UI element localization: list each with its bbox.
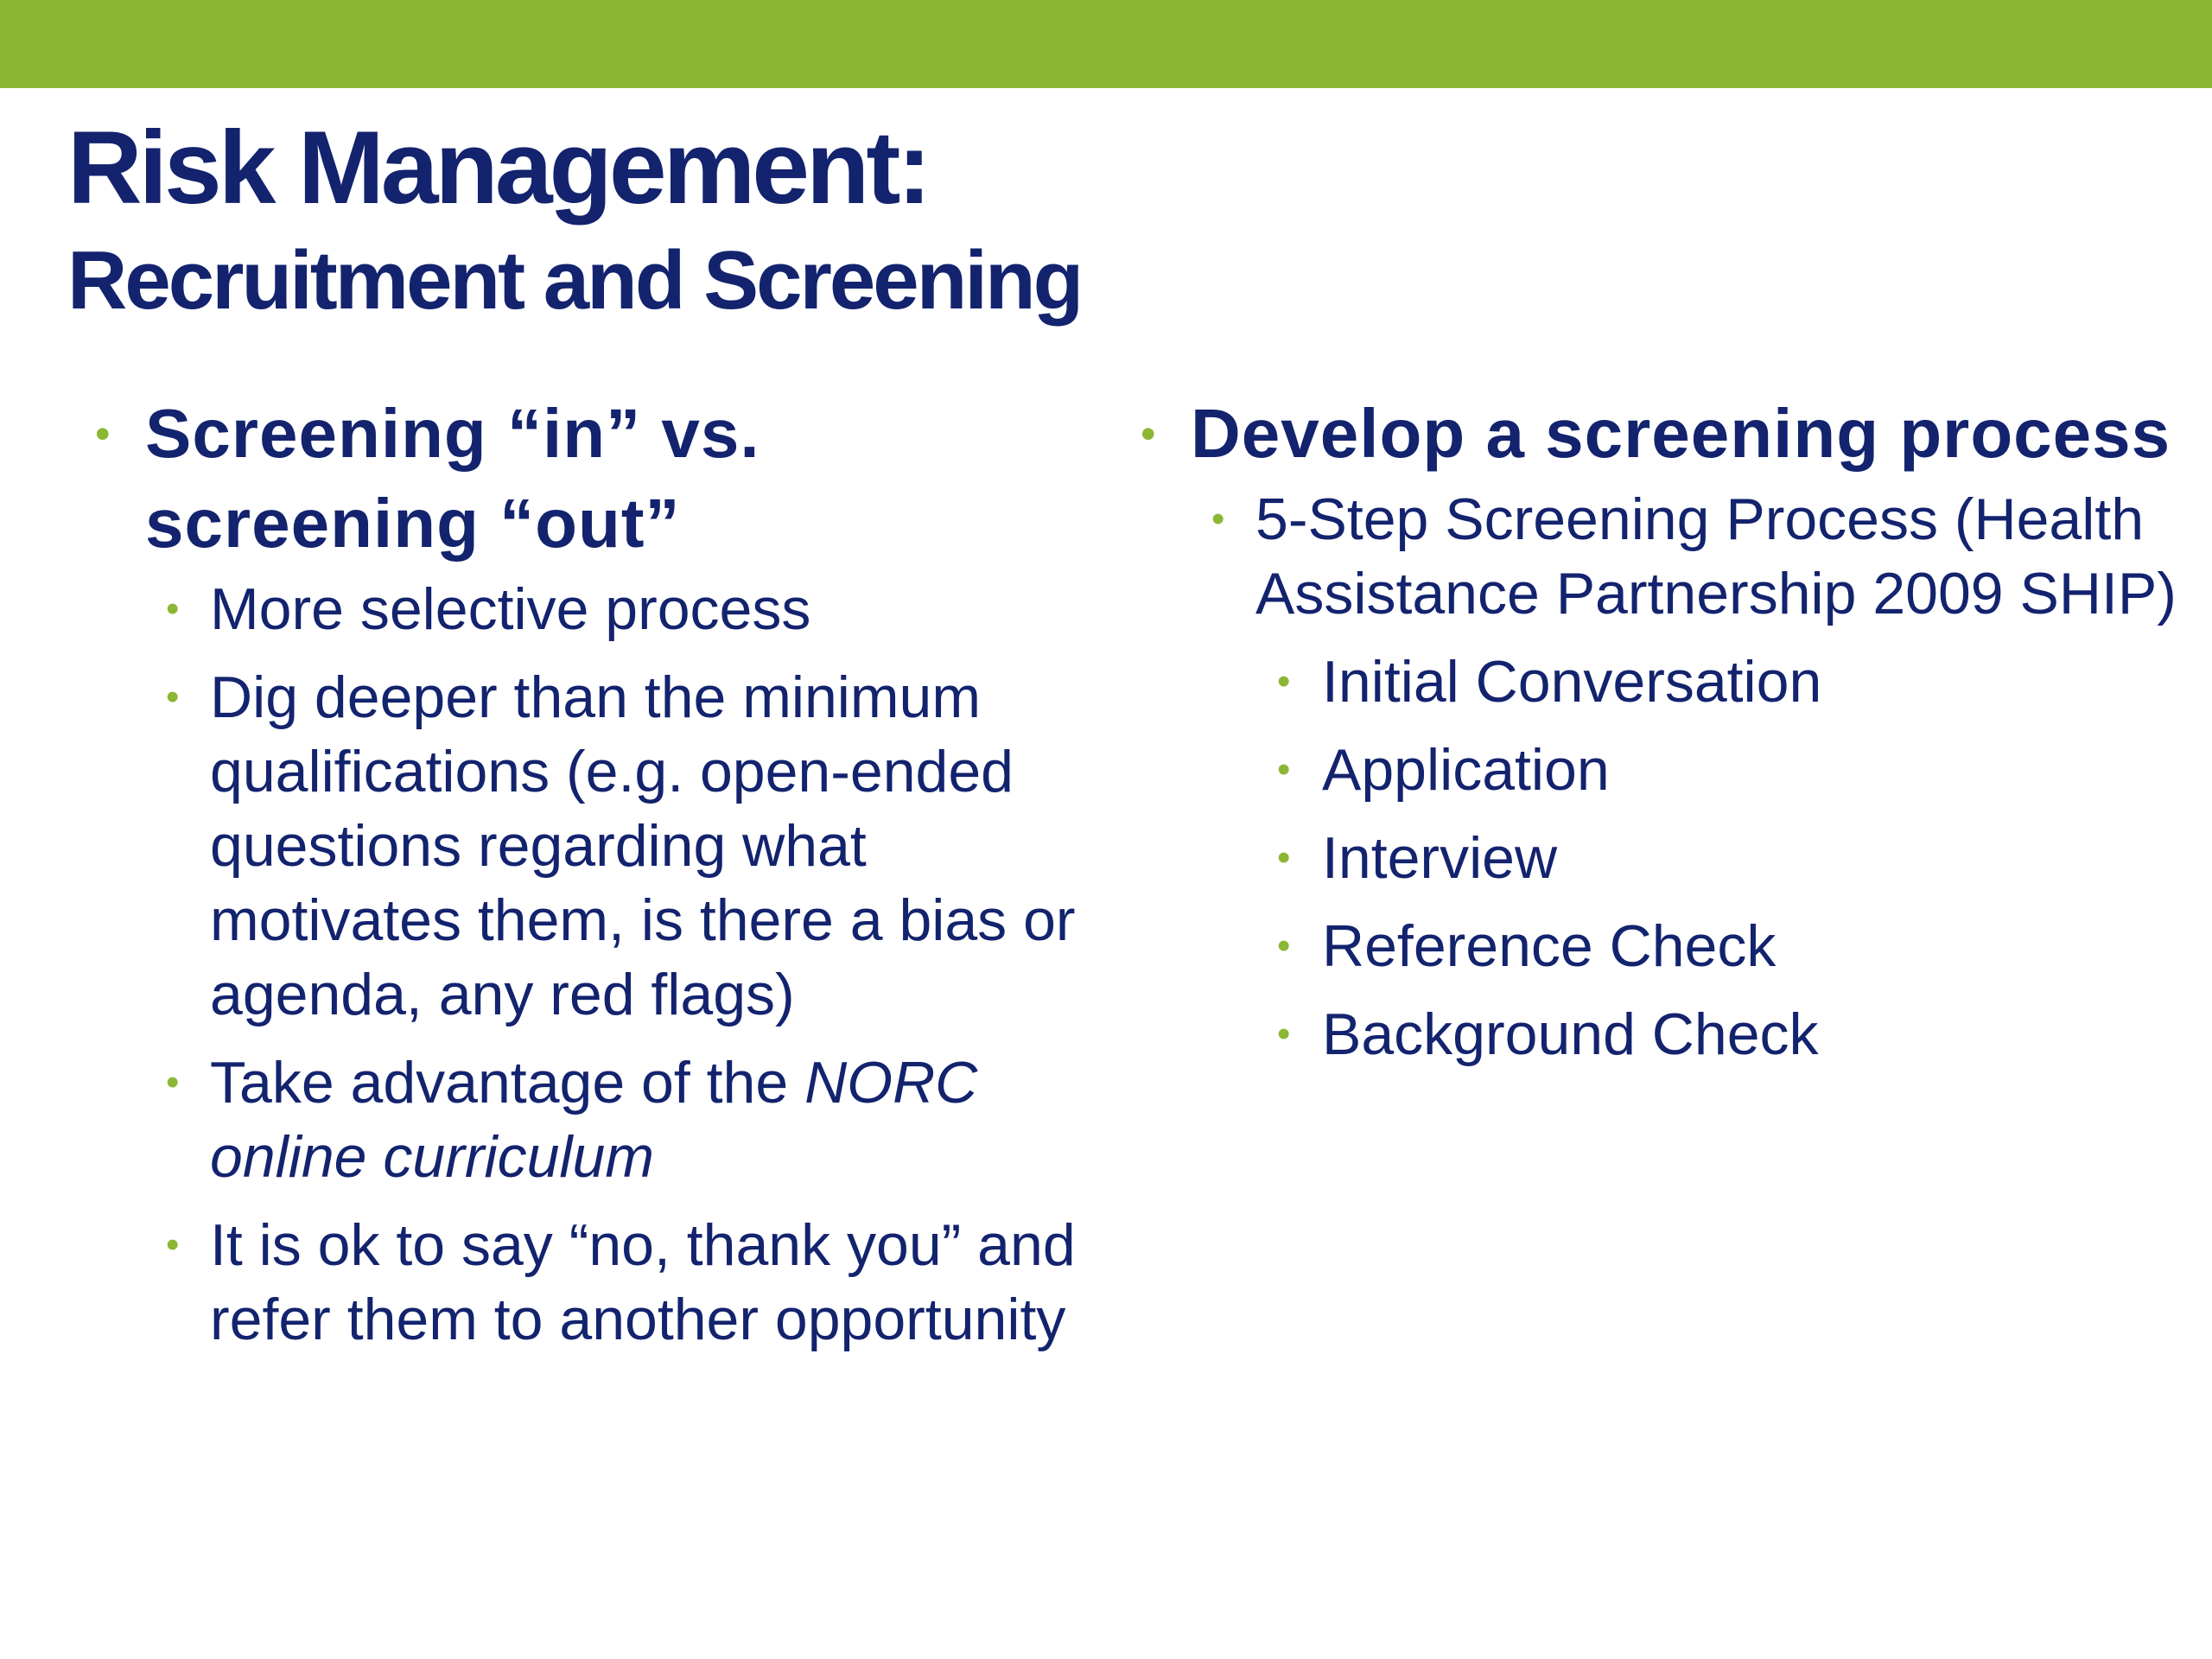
left-column — [95, 389, 1097, 1370]
bullet-icon: • — [1141, 410, 1157, 458]
step-label: Application — [1322, 737, 1610, 803]
left-item-norc — [95, 1046, 1097, 1194]
step-label: Interview — [1322, 825, 1558, 891]
step-item — [1141, 733, 2177, 807]
left-item-text: More selective process — [210, 576, 811, 642]
left-item-text: Take advantage of the — [210, 1050, 805, 1116]
bullet-icon: • — [1277, 748, 1291, 791]
bullet-icon: • — [1277, 836, 1291, 879]
left-item-text: It is ok to say “no, thank you” and refer them to another opportunity — [210, 1212, 1076, 1352]
left-heading-bullet — [95, 389, 1097, 569]
bullet-icon: • — [1211, 498, 1225, 540]
right-heading-bullet — [1141, 389, 2177, 479]
norc-curriculum-emphasis: NORC online curriculum — [210, 1050, 978, 1190]
bullet-icon: • — [95, 410, 111, 458]
bullet-icon: • — [166, 588, 180, 630]
bullet-icon: • — [166, 1061, 180, 1103]
left-item-selective — [95, 572, 1097, 646]
bullet-icon: • — [1277, 925, 1291, 967]
bullet-icon: • — [1277, 660, 1291, 702]
bullet-icon: • — [166, 676, 180, 718]
step-item — [1141, 821, 2177, 895]
step-item — [1141, 997, 2177, 1071]
bullet-icon: • — [1277, 1013, 1291, 1055]
step-item — [1141, 909, 2177, 983]
step-label: Reference Check — [1322, 913, 1777, 979]
step-label: Initial Conversation — [1322, 649, 1822, 715]
right-subheading-bullet — [1141, 482, 2177, 631]
bullet-icon: • — [166, 1224, 180, 1266]
step-item — [1141, 645, 2177, 719]
slide-title: Risk Management: — [67, 110, 929, 226]
slide-subtitle: Recruitment and Screening — [67, 234, 1082, 327]
left-item-text: Dig deeper than the minimum qualifications (e.g. open-ended questions regarding what motivates them, is there a bias or agenda, any red flags) — [210, 664, 1076, 1027]
left-heading: Screening “in” vs. screening “out” — [145, 395, 760, 562]
right-subheading: 5-Step Screening Process (Health Assistance Partnership 2009 SHIP) — [1255, 486, 2177, 626]
right-column — [1141, 389, 2177, 1085]
left-item-say-no — [95, 1208, 1097, 1357]
step-label: Background Check — [1322, 1001, 1819, 1067]
right-heading: Develop a screening process — [1191, 395, 2171, 472]
left-item-dig-deeper — [95, 660, 1097, 1032]
accent-header-bar — [0, 0, 2212, 88]
